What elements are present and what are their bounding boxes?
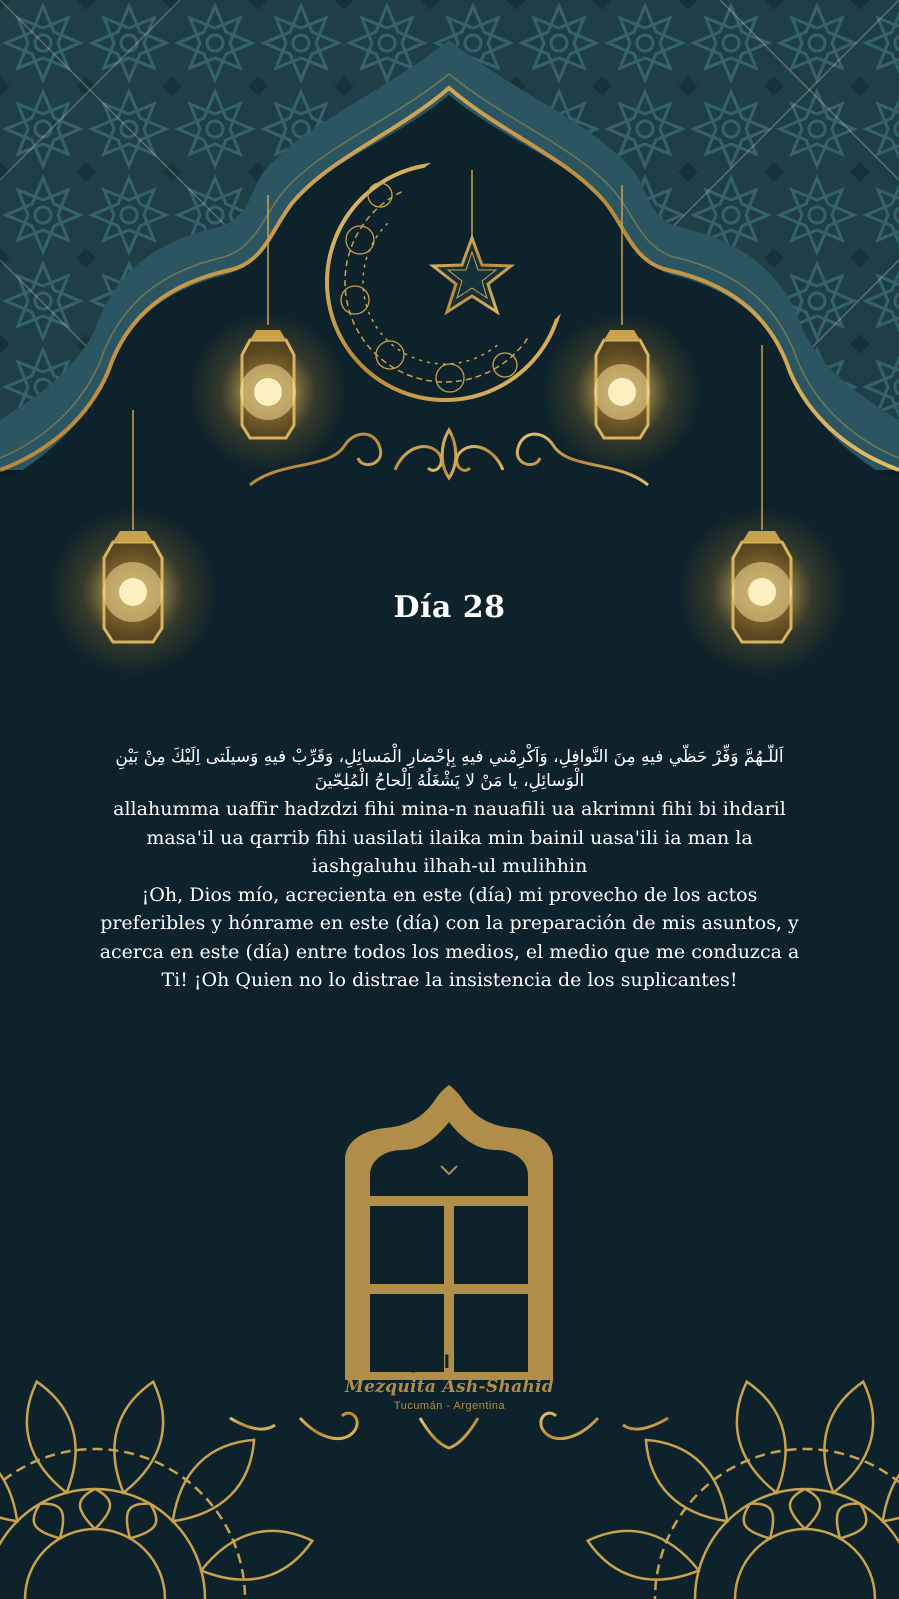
logo-name: Mezquita Ash-Shahid	[344, 1377, 554, 1397]
dua-spanish-translation: ¡Oh, Dios mío, acrecienta en este (día) mi provecho de los actos preferibles y hónrame en este (día) con la preparación de mis asuntos, y acerca en este (día) entre todos los medios, el medio que me conduzca a Ti! ¡Oh Quien no lo distrae la insistencia de los suplicantes!	[99, 883, 800, 991]
logo-location: Tucumán - Argentina	[393, 1400, 506, 1412]
logo-arabic-name: مسجد الشهيد	[389, 1352, 509, 1373]
dua-arabic: اَللّـهُمَّ وَفِّرْ حَظّي فيهِ مِنَ النَّوافِلِ، وَاَكْرِمْني فيهِ بِإحْضارِ الْمَسائِلِ، وَقَرِّبْ فيهِ وَسيلَتى اِلَيْكَ مِنْ بَيْنِ الْوَسائِلِ، يا مَنْ لا يَشْغَلُهُ اِلْحاحُ الْمُلِحّينَ	[115, 747, 784, 791]
arched-window-icon	[345, 1085, 553, 1380]
dua-transliteration: allahumma uaffir hadzdzi fihi mina-n nauafili ua akrimni fihi bi ihdaril masa'il ua qarrib fihi uasilati ilaika min bainil uasa'ili ia man la iashgaluhu ilhah-ul mulihhin	[113, 798, 786, 877]
day-title: Día 28	[393, 590, 506, 625]
